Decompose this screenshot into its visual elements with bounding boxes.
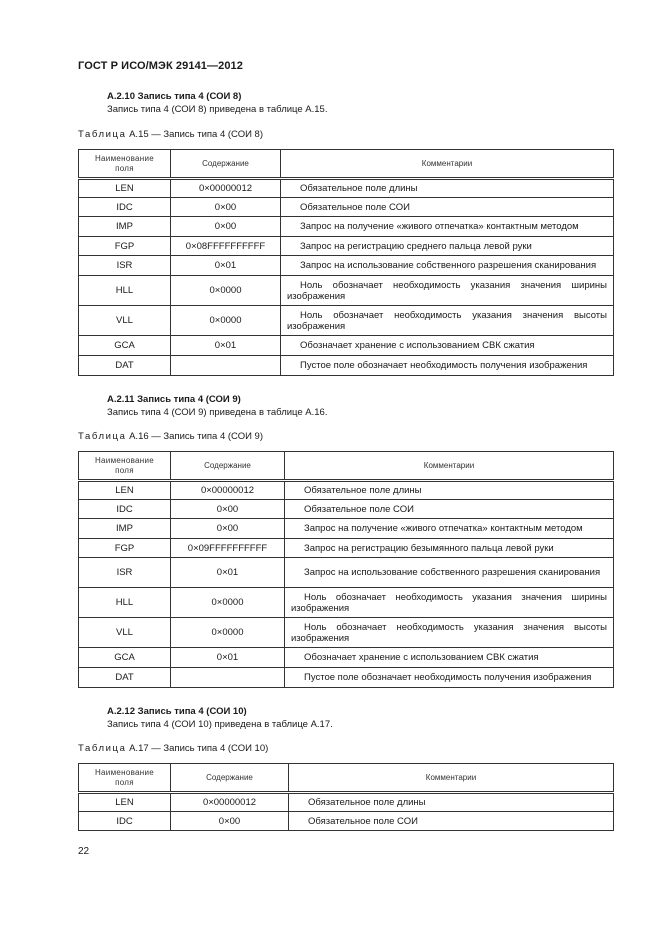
table-row xyxy=(79,539,614,558)
caption-label: Таблица xyxy=(78,129,127,140)
field-name-cell: IDC xyxy=(79,812,171,831)
table-row xyxy=(79,500,614,519)
field-name-cell: IMP xyxy=(79,217,171,237)
field-comment-cell: Ноль обозначает необходимость указания значения высоты изображения xyxy=(285,618,614,648)
field-value-cell: 0×00 xyxy=(171,519,285,539)
section-title: А.2.12 Запись типа 4 (СОИ 10) xyxy=(107,706,247,717)
page-number: 22 xyxy=(78,846,90,857)
field-value-cell xyxy=(171,668,285,688)
field-value-cell: 0×0000 xyxy=(171,276,281,306)
field-comment-cell: Обязательное поле длины xyxy=(285,481,614,500)
section-title: А.2.10 Запись типа 4 (СОИ 8) xyxy=(107,91,242,102)
table-row xyxy=(79,648,614,668)
table-row xyxy=(79,356,614,376)
section-text: Запись типа 4 (СОИ 9) приведена в таблице А.16. xyxy=(107,407,328,418)
field-comment-cell: Ноль обозначает необходимость указания значения ширины изображения xyxy=(285,588,614,618)
field-name-cell: HLL xyxy=(79,588,171,618)
field-value-cell: 0×00000012 xyxy=(171,481,285,500)
table-header-row xyxy=(79,452,614,481)
table-row xyxy=(79,198,614,217)
table-row xyxy=(79,812,614,831)
table-caption xyxy=(78,743,268,754)
column-header-name: Наименование поля xyxy=(79,764,171,793)
section-text: Запись типа 4 (СОИ 8) приведена в таблице А.15. xyxy=(107,104,328,115)
column-header-content: Содержание xyxy=(171,150,281,179)
column-header-name: Наименование поля xyxy=(79,452,171,481)
caption-label: Таблица xyxy=(78,743,127,754)
field-value-cell: 0×00 xyxy=(171,500,285,519)
table-row xyxy=(79,217,614,237)
column-header-name: Наименование поля xyxy=(79,150,171,179)
field-name-cell: IDC xyxy=(79,198,171,217)
table-header-row xyxy=(79,764,614,793)
table-row xyxy=(79,237,614,256)
field-name-cell: IDC xyxy=(79,500,171,519)
table-row xyxy=(79,558,614,588)
field-comment-cell: Пустое поле обозначает необходимость получения изображения xyxy=(285,668,614,688)
field-value-cell: 0×00000012 xyxy=(171,793,289,812)
table-row xyxy=(79,668,614,688)
table-row xyxy=(79,793,614,812)
field-comment-cell: Обязательное поле длины xyxy=(281,179,614,198)
field-name-cell: GCA xyxy=(79,648,171,668)
table-row xyxy=(79,519,614,539)
field-comment-cell: Обязательное поле СОИ xyxy=(281,198,614,217)
field-comment-cell: Запрос на получение «живого отпечатка» контактным методом xyxy=(285,519,614,539)
table-caption xyxy=(78,431,263,442)
field-name-cell: LEN xyxy=(79,481,171,500)
field-name-cell: ISR xyxy=(79,256,171,276)
table-row xyxy=(79,336,614,356)
field-value-cell: 0×00 xyxy=(171,198,281,217)
field-comment-cell: Обозначает хранение с использованием СВК сжатия xyxy=(281,336,614,356)
field-comment-cell: Запрос на использование собственного разрешения сканирования xyxy=(285,558,614,588)
field-name-cell: HLL xyxy=(79,276,171,306)
caption-text: А.15 — Запись типа 4 (СОИ 8) xyxy=(129,129,263,140)
field-name-cell: VLL xyxy=(79,306,171,336)
field-value-cell: 0×0000 xyxy=(171,618,285,648)
table-row xyxy=(79,276,614,306)
table-row xyxy=(79,481,614,500)
section-text: Запись типа 4 (СОИ 10) приведена в таблице А.17. xyxy=(107,719,333,730)
section-title: А.2.11 Запись типа 4 (СОИ 9) xyxy=(107,394,241,405)
field-name-cell: FGP xyxy=(79,237,171,256)
column-header-content: Содержание xyxy=(171,452,285,481)
field-name-cell: LEN xyxy=(79,179,171,198)
field-comment-cell: Запрос на регистрацию безымянного пальца левой руки xyxy=(285,539,614,558)
field-name-cell: GCA xyxy=(79,336,171,356)
table-header-row xyxy=(79,150,614,179)
field-comment-cell: Обозначает хранение с использованием СВК сжатия xyxy=(285,648,614,668)
field-value-cell: 0×00000012 xyxy=(171,179,281,198)
data-table xyxy=(78,451,614,688)
field-value-cell: 0×01 xyxy=(171,558,285,588)
field-value-cell: 0×08FFFFFFFFFF xyxy=(171,237,281,256)
field-value-cell: 0×01 xyxy=(171,336,281,356)
table-caption xyxy=(78,129,263,140)
field-comment-cell: Обязательное поле СОИ xyxy=(289,812,614,831)
field-name-cell: LEN xyxy=(79,793,171,812)
field-name-cell: DAT xyxy=(79,356,171,376)
column-header-comment: Комментарии xyxy=(285,452,614,481)
caption-text: А.17 — Запись типа 4 (СОИ 10) xyxy=(129,743,269,754)
field-comment-cell: Запрос на получение «живого отпечатка» контактным методом xyxy=(281,217,614,237)
field-name-cell: IMP xyxy=(79,519,171,539)
field-value-cell: 0×01 xyxy=(171,256,281,276)
column-header-comment: Комментарии xyxy=(289,764,614,793)
field-name-cell: ISR xyxy=(79,558,171,588)
field-name-cell: FGP xyxy=(79,539,171,558)
column-header-content: Содержание xyxy=(171,764,289,793)
field-value-cell: 0×00 xyxy=(171,217,281,237)
field-comment-cell: Запрос на использование собственного разрешения сканирования xyxy=(281,256,614,276)
field-value-cell xyxy=(171,356,281,376)
field-comment-cell: Ноль обозначает необходимость указания значения ширины изображения xyxy=(281,276,614,306)
field-name-cell: DAT xyxy=(79,668,171,688)
field-value-cell: 0×0000 xyxy=(171,588,285,618)
table-row xyxy=(79,256,614,276)
field-value-cell: 0×00 xyxy=(171,812,289,831)
data-table xyxy=(78,763,614,831)
data-table xyxy=(78,149,614,376)
field-value-cell: 0×0000 xyxy=(171,306,281,336)
caption-text: А.16 — Запись типа 4 (СОИ 9) xyxy=(129,431,263,442)
field-name-cell: VLL xyxy=(79,618,171,648)
field-comment-cell: Пустое поле обозначает необходимость получения изображения xyxy=(281,356,614,376)
table-row xyxy=(79,618,614,648)
column-header-comment: Комментарии xyxy=(281,150,614,179)
field-comment-cell: Обязательное поле СОИ xyxy=(285,500,614,519)
field-value-cell: 0×09FFFFFFFFFF xyxy=(171,539,285,558)
field-value-cell: 0×01 xyxy=(171,648,285,668)
field-comment-cell: Обязательное поле длины xyxy=(289,793,614,812)
caption-label: Таблица xyxy=(78,431,127,442)
table-row xyxy=(79,588,614,618)
table-row xyxy=(79,306,614,336)
field-comment-cell: Ноль обозначает необходимость указания значения высоты изображения xyxy=(281,306,614,336)
field-comment-cell: Запрос на регистрацию среднего пальца левой руки xyxy=(281,237,614,256)
document-header: ГОСТ Р ИСО/МЭК 29141—2012 xyxy=(78,60,243,72)
table-row xyxy=(79,179,614,198)
